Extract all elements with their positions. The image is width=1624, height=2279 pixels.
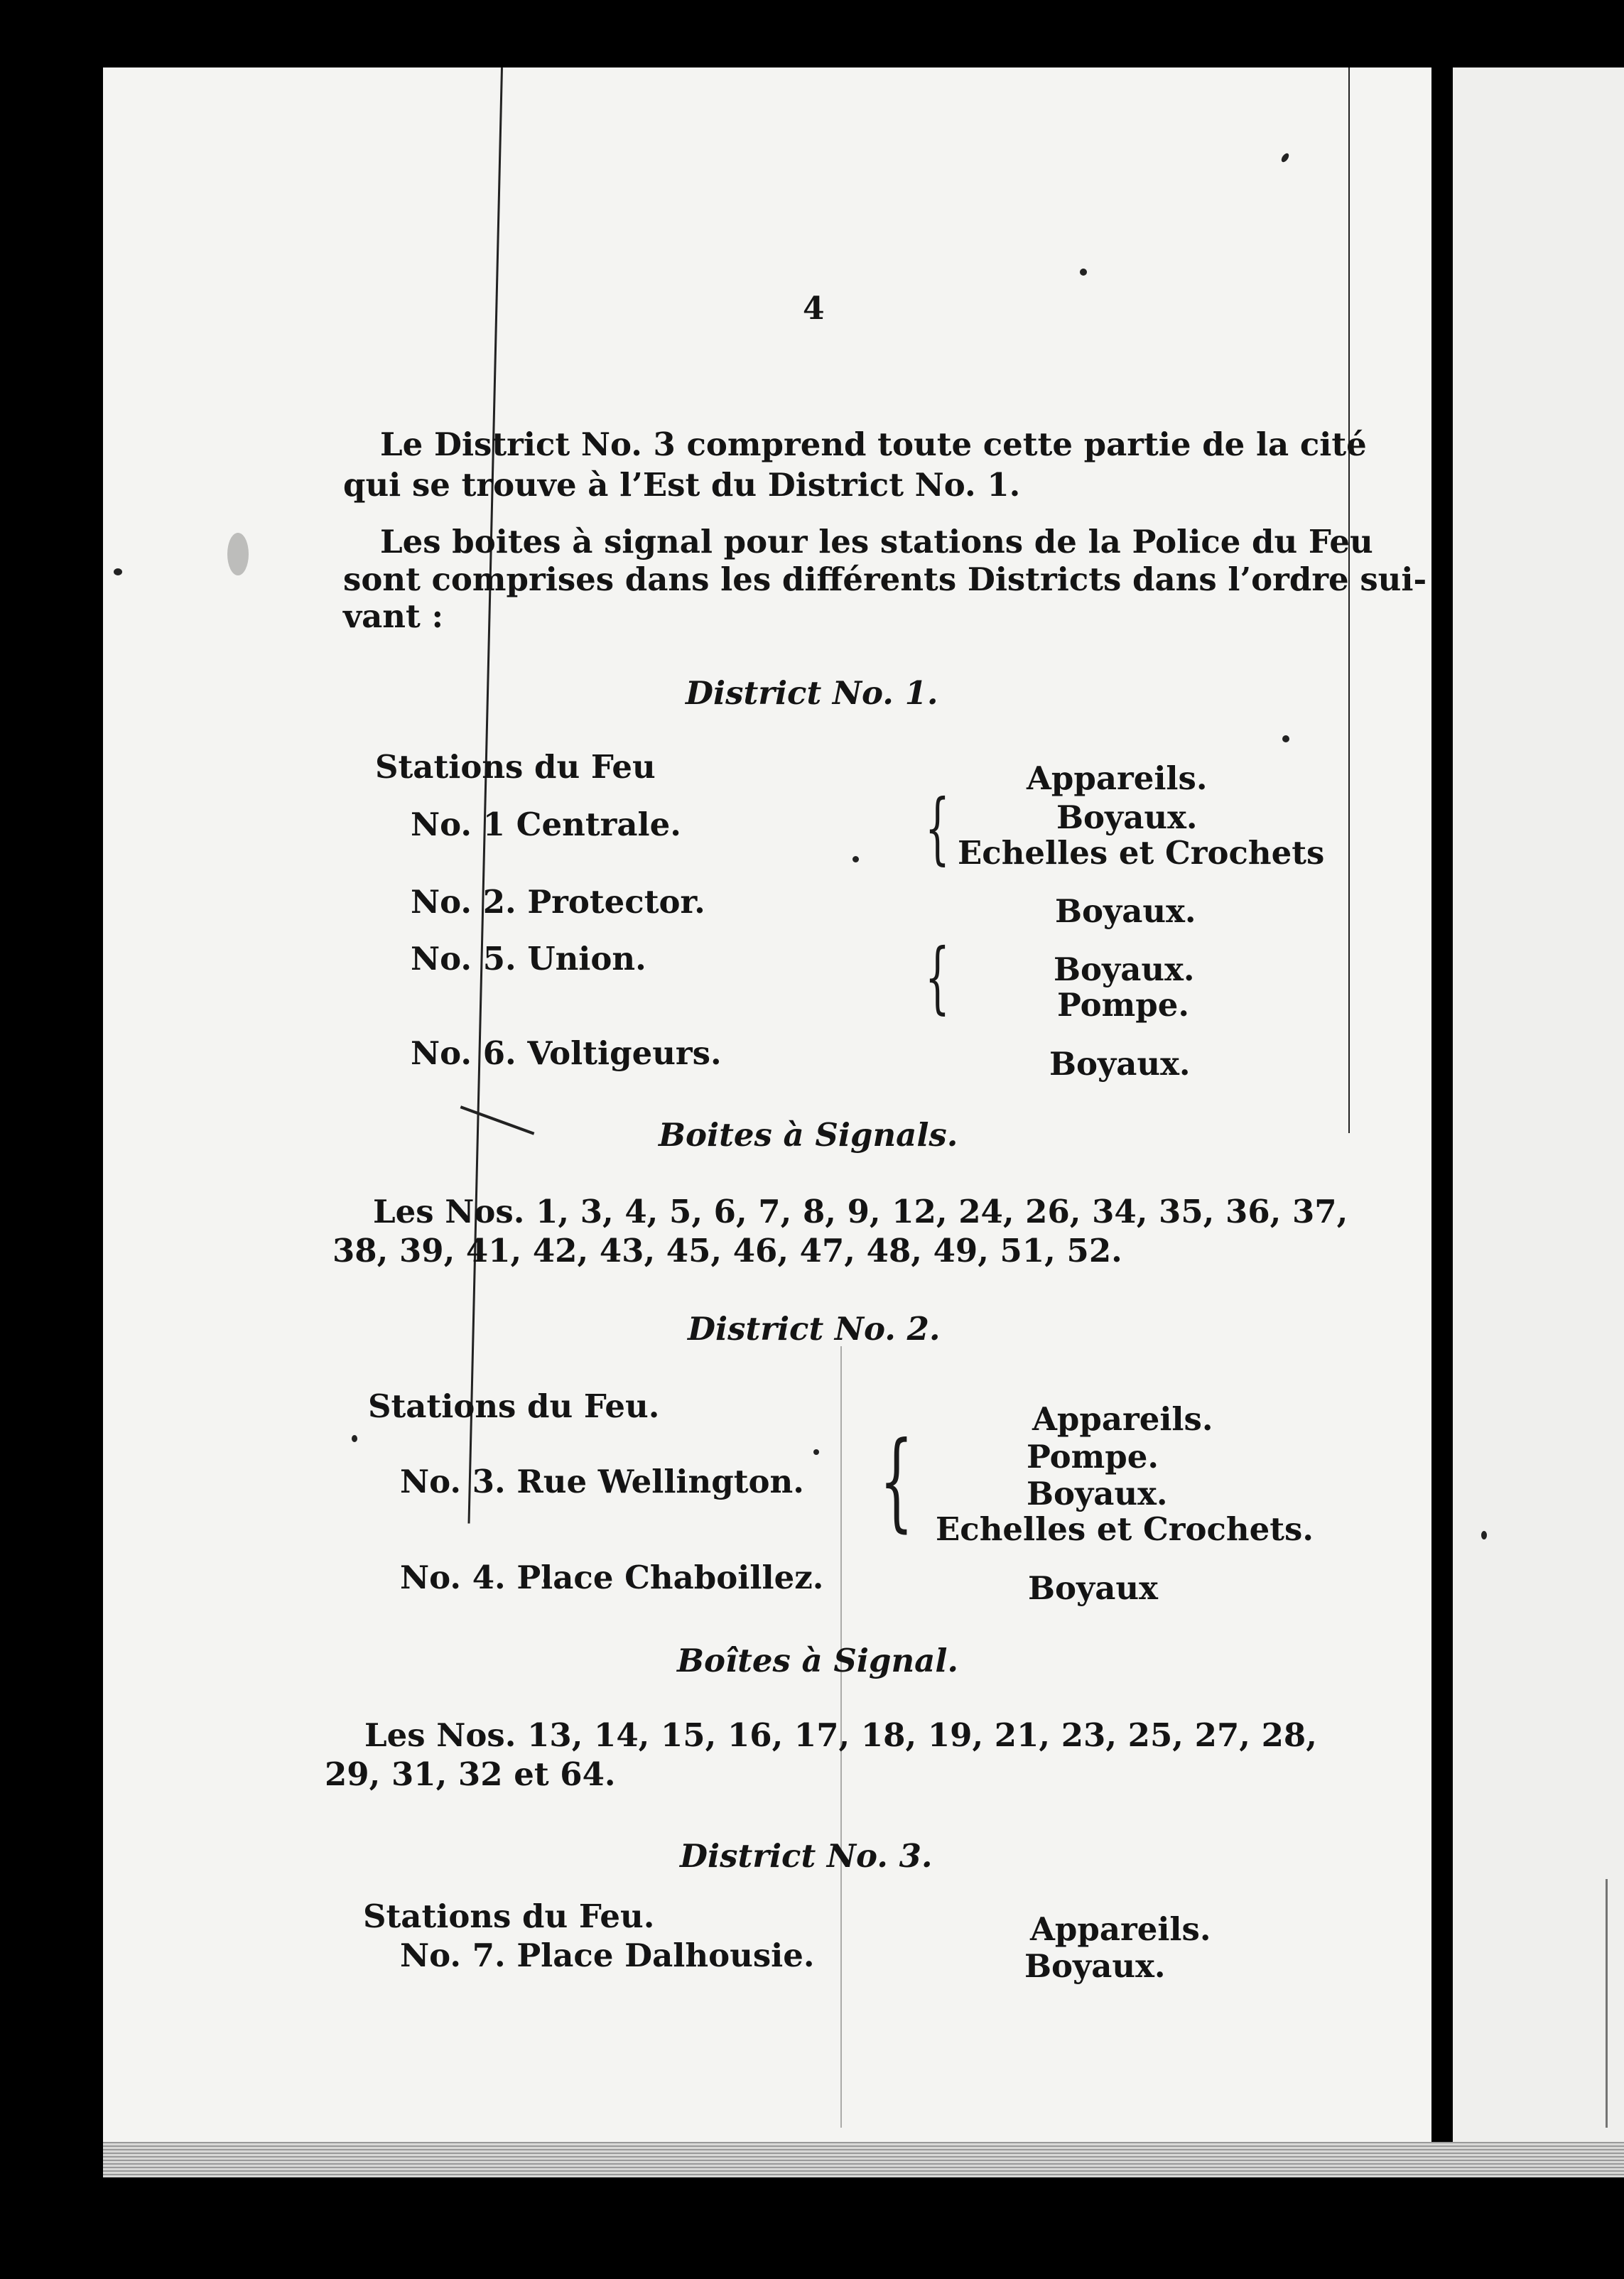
ink-speck: [227, 533, 249, 575]
district-1-appareils-heading: Appareils.: [1027, 759, 1208, 797]
district-3-stations-heading: Stations du Feu.: [363, 1898, 655, 1935]
intro-line: sont comprises dans les différents Districts dans l’ordre sui-: [343, 561, 1427, 598]
district-1-title: District No. 1.: [686, 674, 938, 712]
equipment-item: Boyaux: [1028, 1569, 1158, 1607]
ink-speck: [1080, 269, 1087, 276]
intro-line: Le District No. 3 comprend toute cette partie de la cité: [380, 426, 1367, 463]
district-2-title: District No. 2.: [688, 1310, 941, 1348]
signal-boxes-line: 29, 31, 32 et 64.: [325, 1755, 616, 1793]
station-name: No. 6. Voltigeurs.: [411, 1034, 722, 1072]
brace: {: [879, 1419, 914, 1543]
page-number: 4: [803, 291, 825, 327]
equipment-item: Boyaux.: [1024, 1947, 1166, 1985]
ink-speck: [114, 568, 122, 575]
equipment-item: Boyaux.: [1055, 892, 1196, 930]
station-name: No. 5. Union.: [411, 940, 646, 978]
scan-bottom-margin: [103, 2142, 1624, 2177]
scanned-page: [103, 67, 1431, 2142]
district-2-boxes-title: Boîtes à Signal.: [677, 1642, 959, 1679]
ink-speck: [852, 856, 859, 862]
scan-line-artifact: [1606, 1879, 1608, 2128]
ink-speck: [813, 1449, 819, 1455]
signal-boxes-line: Les Nos. 1, 3, 4, 5, 6, 7, 8, 9, 12, 24, 26, 34, 35, 36, 37,: [373, 1193, 1348, 1230]
equipment-item: Pompe.: [1057, 986, 1190, 1024]
ink-speck: [1481, 1531, 1487, 1539]
adjacent-page-strip: [1453, 67, 1624, 2142]
equipment-item: Boyaux.: [1049, 1045, 1191, 1083]
scan-line-artifact: [467, 67, 503, 1524]
signal-boxes-line: Les Nos. 13, 14, 15, 16, 17, 18, 19, 21, 23, 25, 27, 28,: [364, 1716, 1317, 1754]
intro-line: Les boites à signal pour les stations de la Police du Feu: [380, 523, 1373, 561]
district-3-title: District No. 3.: [680, 1837, 933, 1875]
station-name: No. 2. Protector.: [411, 883, 705, 921]
equipment-item: Boyaux.: [1027, 1475, 1168, 1512]
district-3-appareils-heading: Appareils.: [1030, 1910, 1211, 1948]
scan-line-artifact: [1348, 67, 1350, 1133]
equipment-item: Boyaux.: [1054, 951, 1195, 988]
equipment-item: Echelles et Crochets: [958, 834, 1325, 872]
signal-boxes-line: 38, 39, 41, 42, 43, 45, 46, 47, 48, 49, 51, 52.: [332, 1232, 1122, 1270]
station-name: No. 4. Place Chaboillez.: [400, 1559, 824, 1596]
ink-speck: [1282, 735, 1289, 742]
district-2-stations-heading: Stations du Feu.: [368, 1387, 660, 1425]
equipment-item: Echelles et Crochets.: [936, 1510, 1314, 1548]
station-name: No. 1 Centrale.: [411, 806, 681, 843]
brace: {: [925, 782, 950, 873]
district-2-appareils-heading: Appareils.: [1032, 1400, 1213, 1438]
station-name: No. 3. Rue Wellington.: [400, 1463, 804, 1500]
district-1-boxes-title: Boites à Signals.: [659, 1116, 958, 1154]
brace: {: [925, 931, 950, 1022]
station-name: No. 7. Place Dalhousie.: [400, 1937, 815, 1974]
equipment-item: Pompe.: [1027, 1438, 1159, 1476]
intro-line: qui se trouve à l’Est du District No. 1.: [343, 466, 1021, 504]
ink-speck: [1280, 152, 1291, 163]
pen-stroke-artifact: [460, 1105, 535, 1135]
ink-speck: [352, 1435, 357, 1442]
equipment-item: Boyaux.: [1056, 799, 1198, 836]
district-1-stations-heading: Stations du Feu: [375, 748, 656, 786]
intro-line: vant :: [343, 597, 444, 635]
